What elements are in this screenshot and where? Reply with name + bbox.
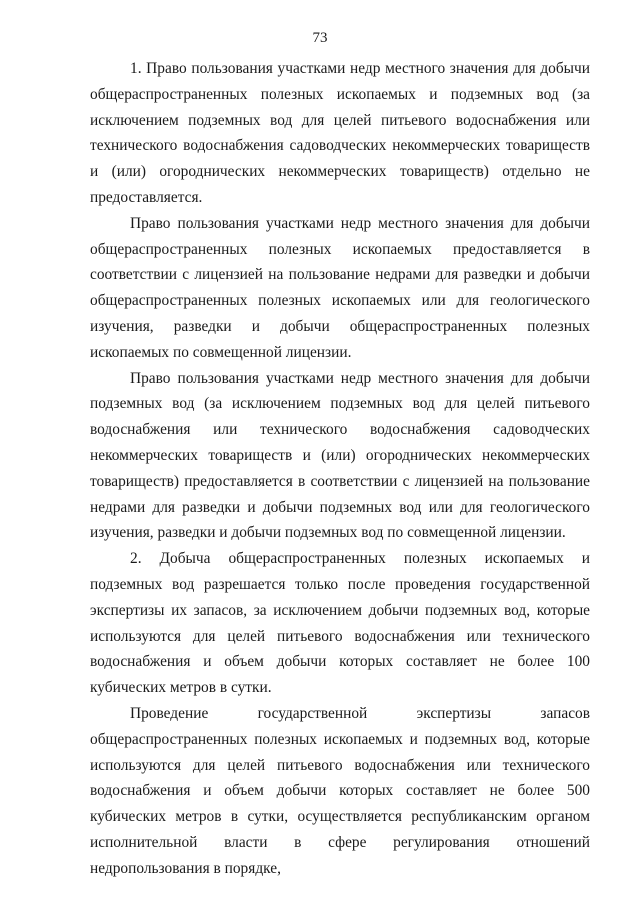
paragraph-1: 1. Право пользования участками недр местного значения для добычи общераспространенных полезных ископаемых и подземных вод (за исключением подземных вод для целей питьевого водоснабжения или технического водоснабжения садоводческих некоммерческих товариществ и (или) огороднических некоммерческих товариществ) отдельно не предоставляется. — [90, 60, 590, 206]
document-body — [90, 56, 590, 882]
paragraph-2: Право пользования участками недр местного значения для добычи общераспространенных полезных ископаемых предоставляется в соответствии с лицензией на пользование недрами для разведки и добычи общераспространенных полезных ископаемых или для геологического изучения, разведки и добычи общераспространенных полезных ископаемых по совмещенной лицензии. — [90, 214, 590, 361]
paragraph-4: 2. Добыча общераспространенных полезных ископаемых и подземных вод разрешается только после проведения государственной экспертизы их запасов, за исключением добычи подземных вод, которые используются для целей питьевого водоснабжения или технического водоснабжения и объем добычи которых составляет не более 100 кубических метров в сутки. — [90, 550, 590, 697]
paragraph-3: Право пользования участками недр местного значения для добычи подземных вод (за исключением подземных вод для целей питьевого водоснабжения или технического водоснабжения садоводческих некоммерческих товариществ и (или) огороднических некоммерческих товариществ) предоставляется в соответствии с лицензией на пользование недрами для разведки и добычи подземных вод или для геологического изучения, разведки и добычи подземных вод по совмещенной лицензии. — [90, 369, 590, 542]
paragraph-5: Проведение государственной экспертизы запасов общераспространенных полезных ископаемых и подземных вод, которые используются для целей питьевого водоснабжения или технического водоснабжения и объем добычи которых составляет не более 500 кубических метров в сутки, осуществляется республиканским органом исполнительной власти в сфере регулирования отношений недропользования в порядке, — [90, 704, 590, 877]
page-number: 73 — [312, 30, 328, 46]
